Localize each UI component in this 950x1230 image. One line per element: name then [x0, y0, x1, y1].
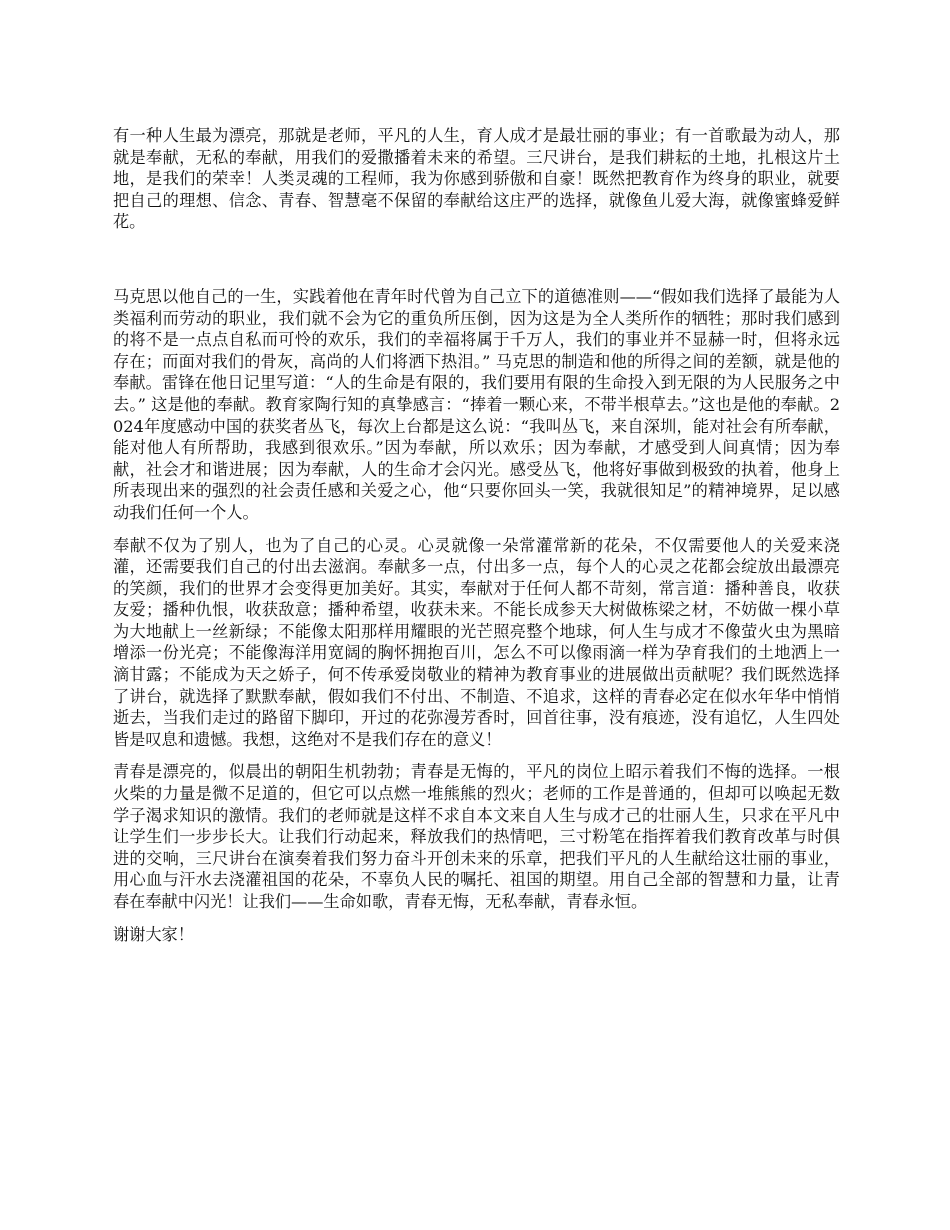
paragraph-marx: 马克思以他自己的一生，实践着他在青年时代曾为自己立下的道德准则——“假如我们选择了最能为人类福利而劳动的职业，我们就不会为它的重负所压倒，因为这是为全人类所作的牺牲；那时我们感到的将不是一点点自私而可怜的欢乐，我们的幸福将属于千万人，我们的事业并不显赫一时，但将永远存在；而面对我们的骨灰，高尚的人们将洒下热泪。” 马克思的制造和他的所得之间的差额，就是他的奉献。雷锋在他日记里写道：“人的生命是有限的，我们要用有限的生命投入到无限的为人民服务之中去。” 这是他的奉献。教育家陶行知的真挚感言：“捧着一颗心来，不带半根草去。”这也是他的奉献。2024年度感动中国的获奖者丛飞，每次上台都是这么说：“我叫丛飞，来自深圳，能对社会有所奉献，能对他人有所帮助，我感到很欢乐。”因为奉献，所以欢乐；因为奉献，才感受到人间真情；因为奉献，社会才和谐进展；因为奉献，人的生命才会闪光。感受丛飞，他将好事做到极致的执着，他身上所表现出来的强烈的社会责任感和关爱之心，他“只要你回头一笑，我就很知足”的精神境界，足以感动我们任何一个人。: [113, 286, 840, 522]
document-body: [113, 125, 840, 956]
paragraph-gap: [113, 244, 840, 286]
paragraph-intro: 有一种人生最为漂亮，那就是老师，平凡的人生，育人成才是最壮丽的事业；有一首歌最为动人，那就是奉献，无私的奉献，用我们的爱撒播着未来的希望。三尺讲台，是我们耕耘的土地，扎根这片土地，是我们的荣幸！人类灵魂的工程师，我为你感到骄傲和自豪！既然把教育作为终身的职业，就要把自己的理想、信念、青春、智慧毫不保留的奉献给这庄严的选择，就像鱼儿爱大海，就像蜜蜂爱鲜花。: [113, 126, 840, 232]
paragraph-dedication: 奉献不仅为了别人，也为了自己的心灵。心灵就像一朵常灌常新的花朵，不仅需要他人的关爱来浇灌，还需要我们自己的付出去滋润。奉献多一点，付出多一点，每个人的心灵之花都会绽放出最漂亮的笑颜，我们的世界才会变得更加美好。其实，奉献对于任何人都不苛刻，常言道：播种善良，收获友爱；播种仇恨，收获敌意；播种希望，收获未来。不能长成参天大树做栋梁之材，不妨做一棵小草为大地献上一丝新绿；不能像太阳那样用耀眼的光芒照亮整个地球，何人生与成才不像萤火虫为黑暗增添一份光亮；不能像海洋用宽阔的胸怀拥抱百川，怎么不可以像雨滴一样为孕育我们的土地洒上一滴甘露；不能成为天之娇子，何不传承爱岗敬业的精神为教育事业的进展做出贡献呢？我们既然选择了讲台，就选择了默默奉献，假如我们不付出、不制造、不追求，这样的青春必定在似水年华中悄悄逝去，当我们走过的路留下脚印，开过的花弥漫芳香时，回首往事，没有痕迹，没有追忆，人生四处皆是叹息和遗憾。我想，这绝对不是我们存在的意义！: [113, 535, 840, 749]
paragraph-youth: 青春是漂亮的，似晨出的朝阳生机勃勃；青春是无悔的，平凡的岗位上昭示着我们不悔的选择。一根火柴的力量是微不足道的，但它可以点燃一堆熊熊的烈火；老师的工作是普通的，但却可以唤起无数学子渴求知识的激情。我们的老师就是这样不求自本文来自人生与成才己的壮丽人生，只求在平凡中让学生们一步步长大。让我们行动起来，释放我们的热情吧，三寸粉笔在指挥着我们教育改革与时俱进的交响，三尺讲台在演奏着我们努力奋斗开创未来的乐章，把我们平凡的人生献给这壮丽的事业，用心血与汗水去浇灌祖国的花朵，不辜负人民的嘱托、祖国的期望。用自己全部的智慧和力量，让青春在奉献中闪光！让我们——生命如歌，青春无悔，无私奉献，青春永恒。: [113, 762, 840, 911]
paragraph-thanks: 谢谢大家！: [113, 924, 194, 944]
